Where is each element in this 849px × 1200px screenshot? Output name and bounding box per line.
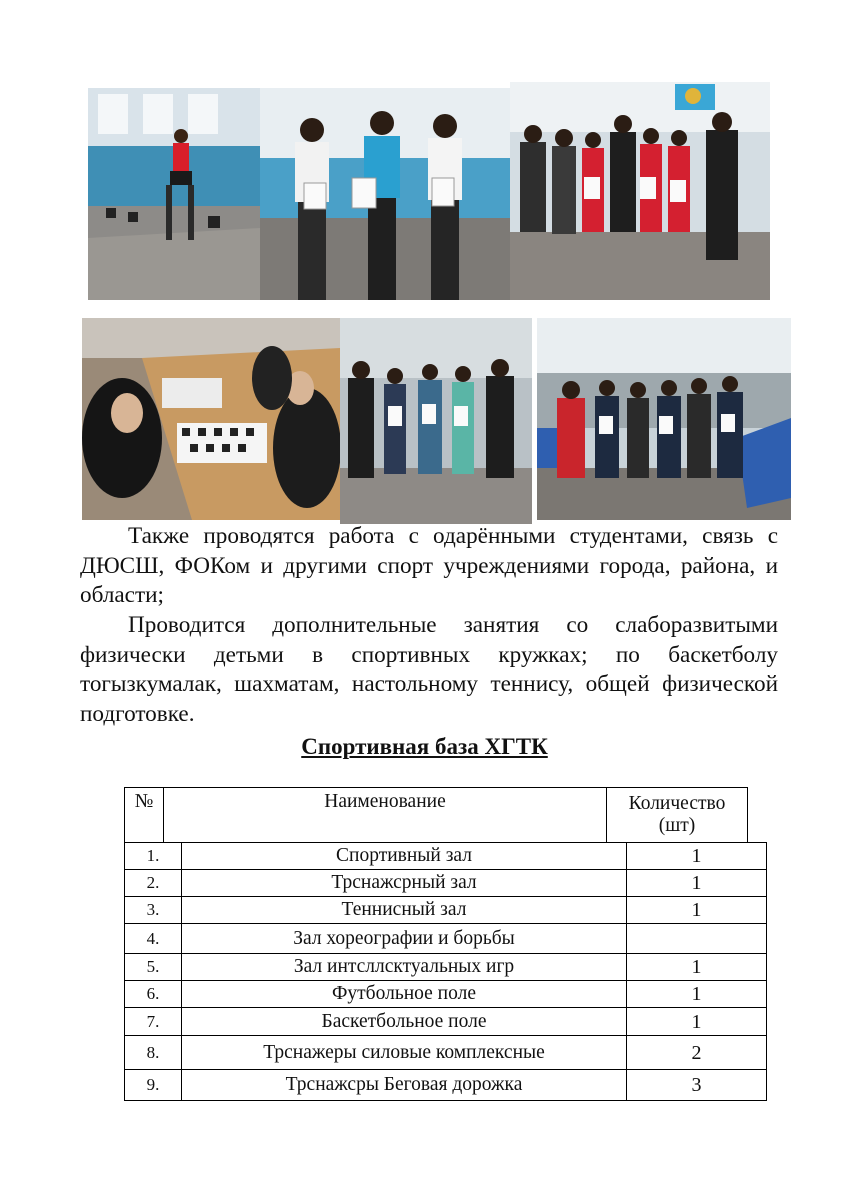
row-name: Теннисный зал [181,896,627,924]
row-name: Зал хореографии и борьбы [181,923,627,954]
row-name: Трснажсрный зал [181,869,627,897]
row-num: 2. [124,869,182,897]
row-num: 4. [124,923,182,954]
row-name: Зал интсллсктуальных игр [181,953,627,981]
header-qty-line2: (шт) [658,815,696,836]
photo-tennis-team [537,318,791,520]
row-qty: 1 [626,842,767,870]
row-qty: 1 [626,980,767,1008]
row-num: 6. [124,980,182,1008]
photo-three-winners [260,88,510,300]
row-name: Футбольное поле [181,980,627,1008]
row-name: Спортивный зал [181,842,627,870]
photo-award-group [340,318,532,524]
row-num: 7. [124,1007,182,1036]
photo-chess-players [82,318,340,520]
row-name: Трснажсры Беговая дорожка [181,1069,627,1101]
header-name: Наименование [163,787,607,843]
table-title: Спортивная база ХГТК [301,734,548,759]
row-num: 9. [124,1069,182,1101]
paragraph-gifted-students: Также проводятся работа с одарёнными студентами, связь с ДЮСШ, ФОКом и другими спорт учреждениями города, района, и области; [80,523,778,608]
row-qty: 1 [626,896,767,924]
row-num: 8. [124,1035,182,1070]
paragraph-extra-classes: Проводится дополнительные занятия со слаборазвитыми физически детьми в спортивных кружках; по баскетболу тогызкумалак, шахматам, настольному теннису, общей физической подготовке. [80,612,778,727]
row-num: 5. [124,953,182,981]
row-name: Трснажеры силовые комплексные [181,1035,627,1070]
row-qty: 1 [626,869,767,897]
header-num: № [124,787,164,843]
row-name: Баскетбольное поле [181,1007,627,1036]
photo-kettlebell-lifter [88,88,260,300]
header-qty-line1: Количество [628,793,726,814]
row-num: 1. [124,842,182,870]
row-qty: 1 [626,953,767,981]
row-qty: 1 [626,1007,767,1036]
row-qty: 2 [626,1035,767,1070]
row-num: 3. [124,896,182,924]
photo-team-award [510,82,770,300]
header-qty [606,787,748,843]
row-qty: 3 [626,1069,767,1101]
row-qty [626,923,767,954]
